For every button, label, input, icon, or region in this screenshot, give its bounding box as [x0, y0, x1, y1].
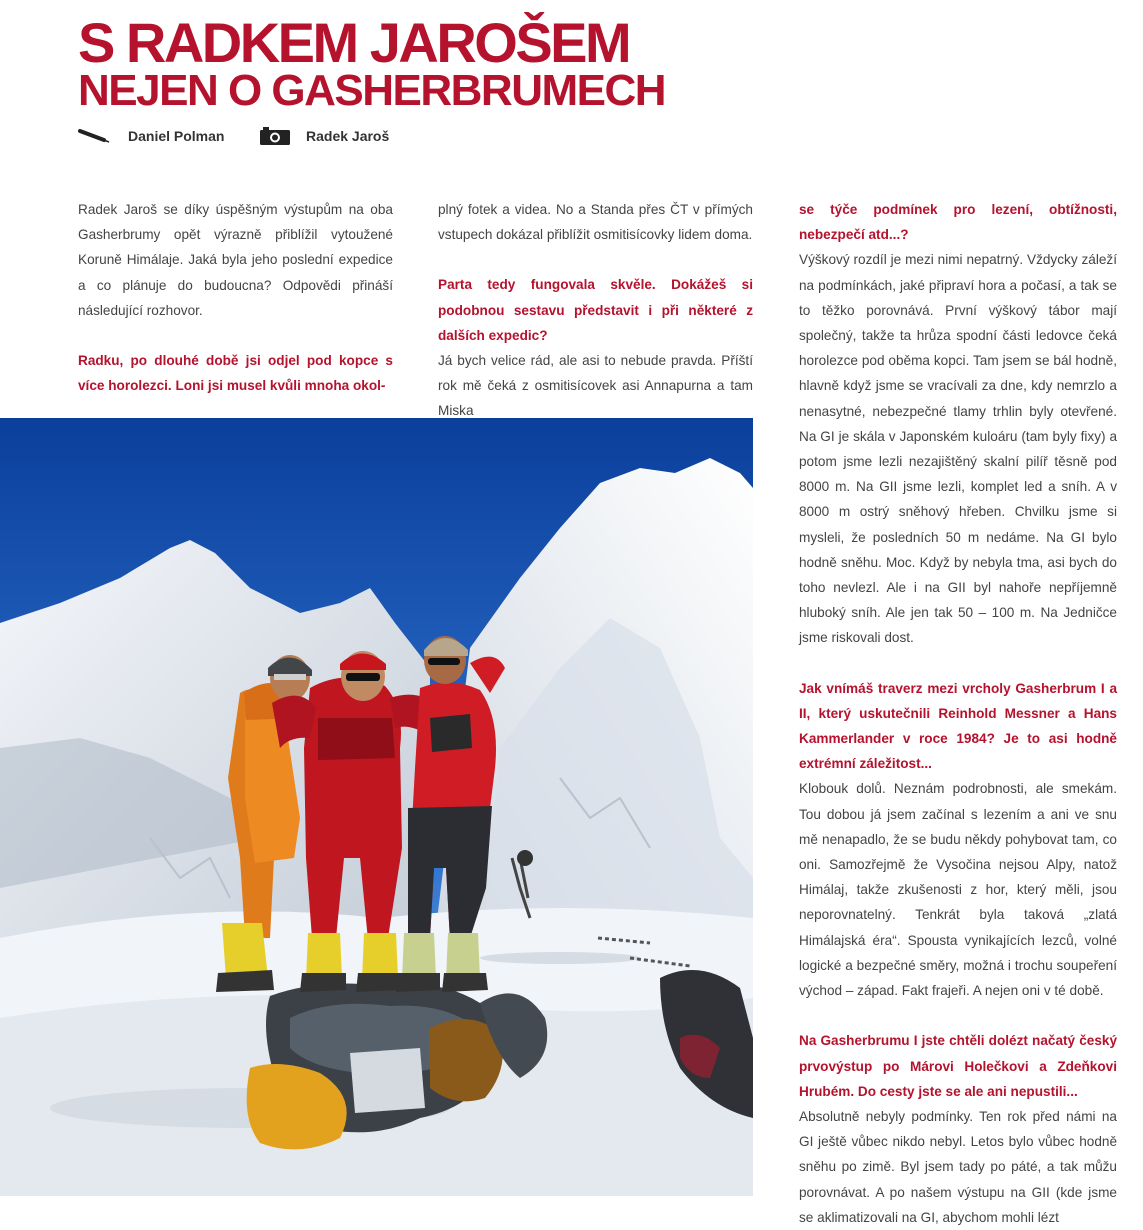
question-3: Jak vnímáš traverz mezi vrcholy Gasherbrum I a II, který uskutečnili Reinhold Messner a Hans Kammerlander v roce 1984? Je to asi hodně extrémní záležitost... [799, 680, 1117, 772]
headline-line-2: NEJEN O GASHERBRUMECH [78, 66, 666, 115]
answer-paragraph: Klobouk dolů. Neznám podrobnosti, ale smekám. Tou dobou já jsem začínal s lezením a ani ve snu mě nenapadlo, že se budu někdy pohybovat tam, co oni. Samozřejmě že Vysočina nejsou Alpy, natož Himálaj, takže zkušenosti z hor, který měli, jsou neporovnatelný. Tenkrát byla taková „zlatá Himálajská éra“. Spousta vynikajících lezců, volné logické a bezpečné směry, možná i trochu soupeření východ – západ. Fakt frajeři. A nejen oni v té době. [799, 781, 1117, 999]
answer-paragraph: Výškový rozdíl je mezi nimi nepatrný. Vždycky záleží na podmínkách, jaké připraví hora a počasí, a tak se to těžko porovnává. První výškový tábor mají společný, takže ta hrůza spodní části ledovce čeká horolezce pod oběma kopci. Tam jsem se bál hodně, hlavně když jsme se vracívali za dne, kdy nemrzlo a nenasytné, nebezpečné tlamy trhlin byly otevřené. Na GI je skála v Japonském kuloáru (tam byly fixy) a potom jsme lezli nezajištěný skalní pilíř těsně pod 8000 m. Na GII jsme lezli, komplet led a sníh. A v 8000 m ostrý sněhový hřeben. Chvilku jsme si mysleli, že posledních 50 m nedáme. Na GI bylo hodně sněhu. Moc. Když by nebyla tma, asi bych do toho nevlezl. Ale i na GII byl nahoře nepříjemně hluboký sníh. Ale jen tak 50 – 100 m. Na Jedničce jsme riskovali dost. [799, 252, 1117, 646]
intro-paragraph: Radek Jaroš se díky úspěšným výstupům na oba Gasherbrumy opět výrazně přiblížil vytoužené Koruně Himálaje. Jaká byla jeho poslední expedice a co plánuje do budoucna? Odpovědi přináší následující rozhovor. [78, 202, 393, 318]
question-4: Na Gasherbrumu I jste chtěli dolézt načatý český prvovýstup po Márovi Holečkovi a Zdeňkovi Hrubém. Do cesty jste se ale ani nepustili... [799, 1033, 1117, 1099]
text-column-3 [799, 197, 1117, 1230]
answer-paragraph: Absolutně nebyly podmínky. Ten rok před námi na GI ještě vůbec nikdo nebyl. Letos bylo vůbec hodně sněhu po zimě. Byl jsem tady po páté, a tak můžu porovnávat. A po našem výstupu na GII (kde jsme se aklimatizovali na GI, abychom mohli lézt [799, 1108, 1117, 1225]
answer-paragraph: Já bych velice rád, ale asi to nebude pravda. Příští rok mě čeká z osmitisícovek asi Annapurna a tam Miska [438, 353, 753, 419]
question-2: Parta tedy fungovala skvěle. Dokážeš si podobnou sestavu představit i při některé z dalších expedic? [438, 277, 753, 343]
question-continued: se týče podmínek pro lezení, obtížnosti, nebezpečí atd...? [799, 202, 1117, 243]
question-1: Radku, po dlouhé době jsi odjel pod kopce s více horolezci. Loni jsi musel kvůli mnoha okol- [78, 353, 393, 394]
pen-icon [78, 128, 110, 144]
headline-line-1: S RADKEM JAROŠEM [78, 11, 630, 74]
text-column-1 [78, 197, 393, 398]
summit-photo [0, 418, 753, 1196]
author-credit: Daniel Polman [128, 128, 225, 144]
photographer-credit: Radek Jaroš [306, 128, 390, 144]
text-column-2 [438, 197, 753, 424]
answer-paragraph: plný fotek a videa. No a Standa přes ČT v přímých vstupech dokázal přiblížit osmitisícovky lidem doma. [438, 202, 753, 243]
camera-icon [259, 126, 291, 146]
